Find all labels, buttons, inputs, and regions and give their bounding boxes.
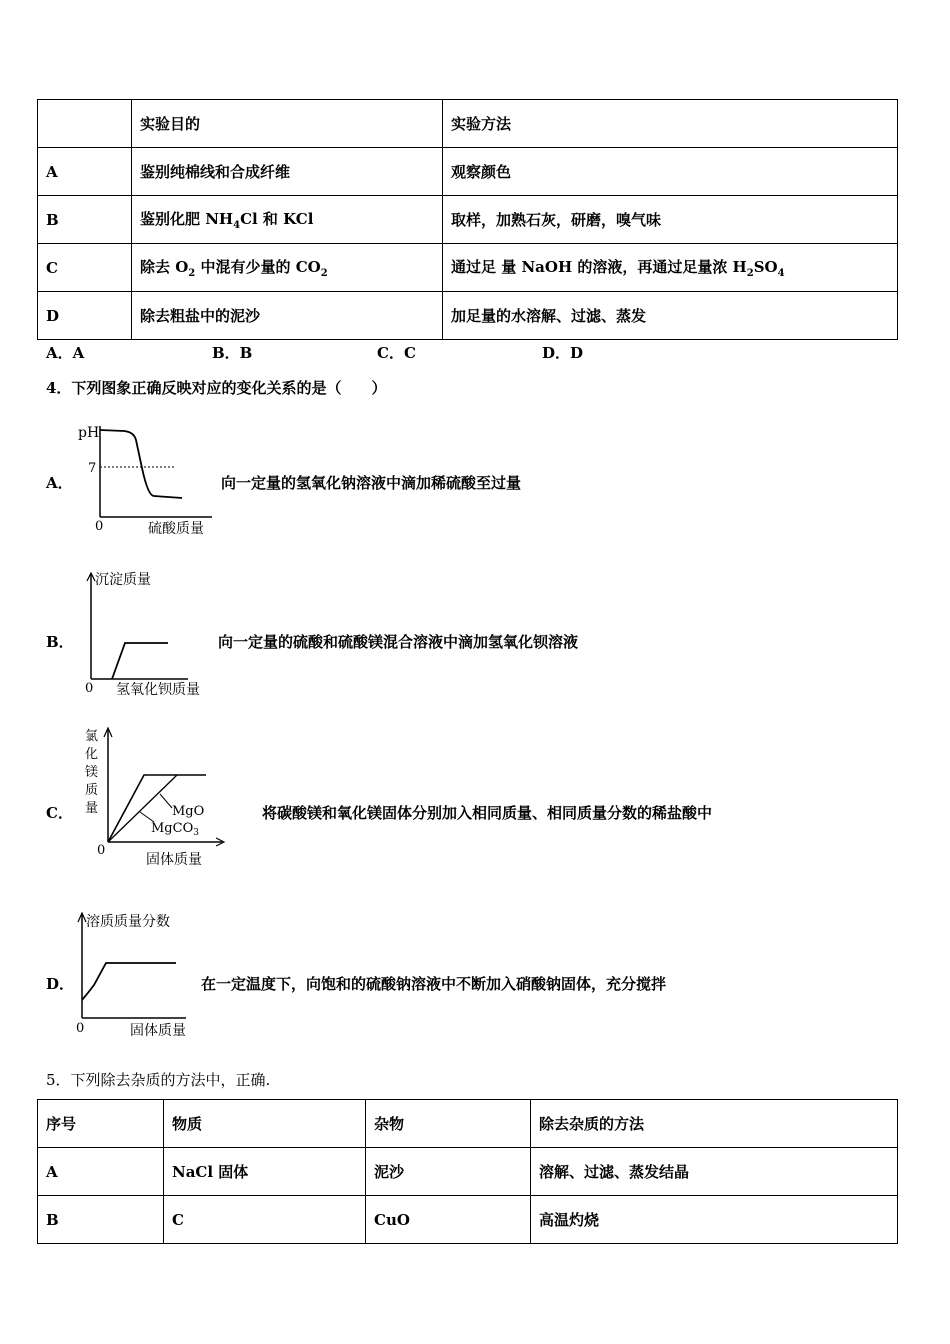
subscript: 2 — [188, 268, 196, 279]
option-c: C．C — [377, 344, 416, 362]
question-5-title: 5．下列除去杂质的方法中，正确. — [46, 1071, 271, 1089]
q4-option-c-desc: 将碳酸镁和氧化镁固体分别加入相同质量、相同质量分数的稀盐酸中 — [262, 804, 713, 822]
table-header-cell: 实验方法 — [443, 100, 898, 148]
y-axis-label-char: 镁 — [85, 765, 99, 780]
text-part: 通过足 量 NaOH 的溶液，再通过足量浓 H — [451, 258, 747, 276]
row-label: C — [38, 244, 132, 292]
option-b: B．B — [212, 344, 253, 362]
y-axis-label: 沉淀质量 — [95, 572, 151, 588]
table-row — [38, 292, 898, 340]
x-axis-label: 氢氧化钡质量 — [116, 682, 200, 698]
ph-7-mark: 7 — [88, 461, 97, 476]
table-cell: 泥沙 — [366, 1148, 531, 1196]
x-axis-label: 硫酸质量 — [148, 521, 204, 537]
subscript: 2 — [746, 268, 754, 279]
x-axis-label: 固体质量 — [146, 852, 202, 868]
mgco3-label — [151, 821, 199, 838]
table-header-cell — [38, 100, 132, 148]
table-header-row — [38, 100, 898, 148]
question-4-title: 4．下列图象正确反映对应的变化关系的是（ ） — [46, 379, 387, 397]
text-part: SO — [753, 258, 778, 276]
q4-option-d-label: D． — [46, 975, 75, 993]
table-header-cell: 除去杂质的方法 — [531, 1100, 898, 1148]
mgo-pointer — [160, 794, 172, 808]
origin-label: 0 — [76, 1021, 85, 1036]
ph-curve — [100, 430, 182, 498]
table-header-cell: 物质 — [164, 1100, 366, 1148]
subscript: 2 — [320, 268, 328, 279]
table-row — [38, 148, 898, 196]
x-axis-label: 固体质量 — [130, 1023, 186, 1039]
origin-label: 0 — [85, 681, 94, 696]
q4-option-b-desc: 向一定量的硫酸和硫酸镁混合溶液中滴加氢氧化钡溶液 — [218, 633, 579, 651]
impurity-table — [37, 1099, 898, 1244]
table-cell: 溶解、过滤、蒸发结晶 — [531, 1148, 898, 1196]
row-label: D — [38, 292, 132, 340]
mgo-label: MgO — [172, 804, 205, 819]
text-part: 除去 O — [140, 258, 189, 276]
mgco3-sub: 3 — [193, 828, 199, 838]
table-row — [38, 1196, 898, 1244]
table-header-row — [38, 1100, 898, 1148]
table-cell: A — [38, 1148, 164, 1196]
magnesium-chloride-graph — [82, 722, 232, 872]
table-header-cell: 序号 — [38, 1100, 164, 1148]
y-axis-label-char: 化 — [85, 747, 99, 762]
table-row — [38, 1148, 898, 1196]
q4-option-a-label: A． — [46, 474, 73, 492]
row-method — [443, 244, 898, 292]
q4-option-d-desc: 在一定温度下，向饱和的硫酸钠溶液中不断加入硝酸钠固体，充分搅拌 — [201, 975, 667, 993]
option-d: D．D — [542, 344, 584, 362]
row-label: B — [38, 196, 132, 244]
solute-fraction-curve — [82, 963, 176, 1000]
table-header-cell: 实验目的 — [132, 100, 443, 148]
row-method: 取样，加熟石灰，研磨，嗅气味 — [443, 196, 898, 244]
origin-label: 0 — [95, 519, 104, 534]
table-cell: CuO — [366, 1196, 531, 1244]
subscript: 4 — [777, 268, 785, 279]
ph-graph — [74, 418, 224, 540]
row-label: A — [38, 148, 132, 196]
y-axis-label-char: 氯 — [85, 729, 99, 744]
q4-option-c-label: C． — [46, 804, 73, 822]
y-axis-label: pH — [78, 425, 100, 441]
y-axis-label: 溶质质量分数 — [86, 914, 170, 930]
precipitate-graph — [78, 566, 228, 700]
mgco3-base: MgCO — [151, 821, 194, 836]
q4-option-a-desc: 向一定量的氢氧化钠溶液中滴加稀硫酸至过量 — [221, 474, 522, 492]
table-cell: C — [164, 1196, 366, 1244]
option-a: A．A — [46, 344, 85, 362]
table-cell: 高温灼烧 — [531, 1196, 898, 1244]
table-row — [38, 244, 898, 292]
table-header-cell: 杂物 — [366, 1100, 531, 1148]
table-cell: B — [38, 1196, 164, 1244]
y-axis-label-char: 质 — [85, 783, 99, 798]
row-method: 加足量的水溶解、过滤、蒸发 — [443, 292, 898, 340]
table-row — [38, 196, 898, 244]
table-cell: NaCl 固体 — [164, 1148, 366, 1196]
experiment-table — [37, 99, 898, 340]
precipitate-curve — [112, 643, 168, 679]
origin-label: 0 — [97, 843, 106, 858]
text-part: 鉴别化肥 NH — [140, 210, 234, 228]
text-part: Cl 和 KCl — [240, 210, 314, 228]
q4-option-b-label: B． — [46, 633, 74, 651]
row-purpose: 除去粗盐中的泥沙 — [132, 292, 443, 340]
row-purpose — [132, 244, 443, 292]
y-axis-label-char: 量 — [85, 801, 99, 816]
row-purpose: 鉴别纯棉线和合成纤维 — [132, 148, 443, 196]
text-part: 中混有少量的 CO — [195, 258, 321, 276]
row-method: 观察颜色 — [443, 148, 898, 196]
row-purpose — [132, 196, 443, 244]
subscript: 4 — [233, 220, 241, 231]
